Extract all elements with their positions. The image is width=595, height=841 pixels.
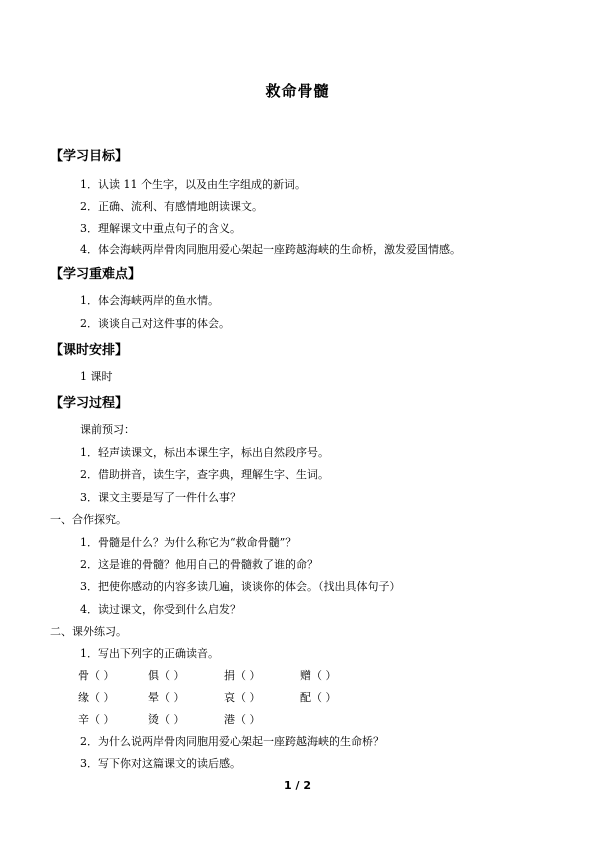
char-blank: 烫（ ） (148, 713, 185, 726)
preview-label: 课前预习： (80, 423, 135, 436)
preview-item: 1．轻声读课文，标出本课生字，标出自然段序号。 (80, 446, 329, 459)
heading-schedule: 【课时安排】 (50, 343, 129, 358)
heading-key-difficulties: 【学习重难点】 (50, 267, 142, 282)
char-blank: 骨（ ） (78, 669, 115, 682)
goal-item: 1．认读 11 个生字，以及由生字组成的新词。 (80, 178, 306, 191)
char-blank: 哀（ ） (224, 691, 261, 704)
goal-item: 2．正确、流利、有感情地朗读课文。 (80, 200, 263, 213)
heading-learning-goals: 【学习目标】 (50, 149, 129, 164)
char-blank: 俱（ ） (148, 669, 185, 682)
schedule-item: 1 课时 (80, 370, 113, 383)
page-number: 1 / 2 (284, 779, 311, 792)
char-blank: 赠（ ） (300, 669, 337, 682)
part1-item: 1．骨髓是什么？为什么称它为“救命骨髓”？ (80, 536, 297, 549)
char-blank: 港（ ） (224, 713, 261, 726)
part1-item: 2．这是谁的骨髓？他用自己的骨髓救了谁的命？ (80, 558, 318, 571)
char-blank: 配（ ） (300, 691, 337, 704)
preview-item: 2．借助拼音，读生字，查字典，理解生字、生词。 (80, 468, 329, 481)
preview-item: 3．课文主要是写了一件什么事？ (80, 491, 241, 504)
part2-item: 3．写下你对这篇课文的读后感。 (80, 757, 241, 770)
goal-item: 4．体会海峡两岸骨肉同胞用爱心架起一座跨越海峡的生命桥，激发爱国情感。 (80, 243, 461, 256)
goal-item: 3．理解课文中重点句子的含义。 (80, 222, 241, 235)
part1-item: 3．把使你感动的内容多读几遍，谈谈你的体会。（找出具体句子） (80, 580, 401, 593)
part2-label: 二、课外练习。 (50, 625, 127, 638)
part2-item: 2．为什么说两岸骨肉同胞用爱心架起一座跨越海峡的生命桥？ (80, 735, 384, 748)
part2-item: 1．写出下列字的正确读音。 (80, 647, 219, 660)
part1-item: 4．读过课文，你受到什么启发？ (80, 603, 241, 616)
difficulty-item: 1．体会海峡两岸的鱼水情。 (80, 294, 219, 307)
difficulty-item: 2．谈谈自己对这件事的体会。 (80, 317, 230, 330)
document-title: 救命骨髓 (265, 82, 330, 100)
char-blank: 辛（ ） (78, 713, 115, 726)
part1-label: 一、合作探究。 (50, 513, 127, 526)
char-blank: 捐（ ） (224, 669, 261, 682)
char-blank: 缘（ ） (78, 691, 115, 704)
char-blank: 晕（ ） (148, 691, 185, 704)
heading-learning-process: 【学习过程】 (50, 396, 129, 411)
